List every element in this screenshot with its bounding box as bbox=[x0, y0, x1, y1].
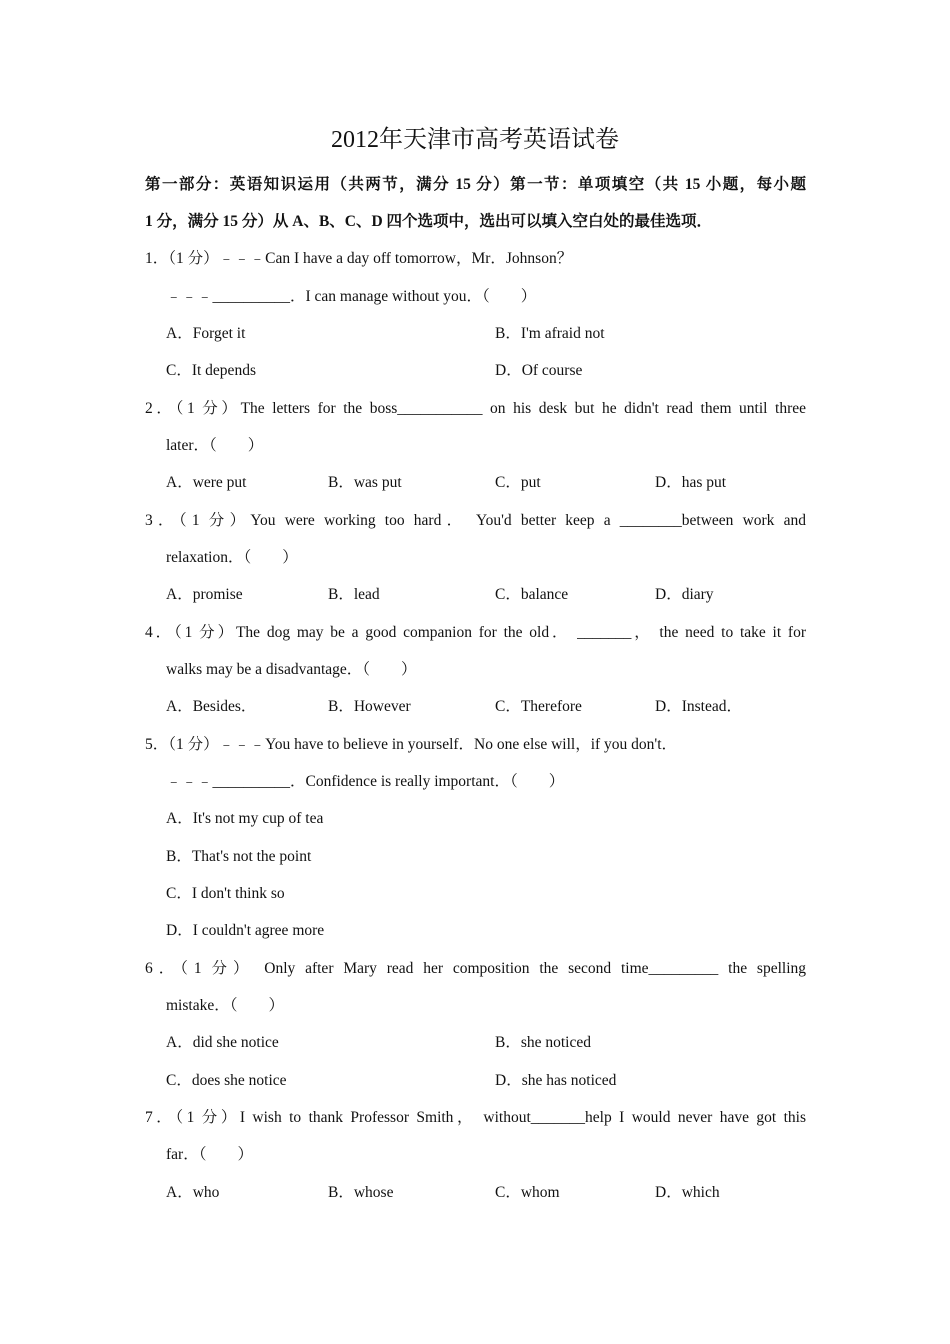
question-stem: far．（ ） bbox=[166, 1146, 253, 1163]
section-intro-line-1: 第一部分：英语知识运用（共两节，满分 15 分）第一节：单项填空（共 15 小题，每小题 bbox=[145, 176, 806, 193]
option-a: A．promise bbox=[166, 586, 243, 603]
option-d: D．I couldn't agree more bbox=[166, 922, 325, 939]
question-stem: 5．（1 分）﹣﹣﹣You have to believe in yourself．No one else will，if you don't． bbox=[145, 736, 678, 753]
option-d: D．which bbox=[655, 1184, 720, 1201]
option-b: B．she noticed bbox=[495, 1034, 591, 1051]
option-c: C．put bbox=[495, 474, 541, 491]
question-stem: 2．（1 分）The letters for the boss___________ on his desk but he didn't read them until three bbox=[145, 400, 806, 417]
section-intro-line-2: 1 分，满分 15 分）从 A、B、C、D 四个选项中，选出可以填入空白处的最佳选项． bbox=[145, 213, 713, 230]
option-c: C．balance bbox=[495, 586, 569, 603]
page-title: 2012年天津市高考英语试卷 bbox=[331, 127, 619, 153]
option-c: C．whom bbox=[495, 1184, 560, 1201]
question-stem: 6．（1 分） Only after Mary read her composition the second time_________ the spelling bbox=[145, 960, 806, 977]
question-stem: 3．（1 分）You were working too hard． You'd better keep a ________between work and bbox=[145, 512, 806, 529]
option-c: C．It depends bbox=[166, 362, 256, 379]
option-c: C．does she notice bbox=[166, 1072, 287, 1089]
option-d: D．Of course bbox=[495, 362, 583, 379]
option-d: D．Instead． bbox=[655, 698, 742, 715]
option-d: D．has put bbox=[655, 474, 727, 491]
question-stem: relaxation．（ ） bbox=[166, 549, 298, 566]
option-c: C．I don't think so bbox=[166, 885, 285, 902]
option-b: B．whose bbox=[328, 1184, 394, 1201]
option-a: A．did she notice bbox=[166, 1034, 279, 1051]
option-a: A．were put bbox=[166, 474, 247, 491]
question-stem: 1．（1 分）﹣﹣﹣Can I have a day off tomorrow，Mr．Johnson？ bbox=[145, 250, 573, 267]
option-a: A．Besides． bbox=[166, 698, 257, 715]
option-d: D．she has noticed bbox=[495, 1072, 617, 1089]
option-b: B．However bbox=[328, 698, 411, 715]
question-stem: 7．（1 分）I wish to thank Professor Smith， without_______help I would never have got this bbox=[145, 1109, 806, 1126]
option-a: A．Forget it bbox=[166, 325, 246, 342]
option-b: B．lead bbox=[328, 586, 380, 603]
question-stem: mistake．（ ） bbox=[166, 997, 284, 1014]
option-a: A．who bbox=[166, 1184, 220, 1201]
option-b: B．was put bbox=[328, 474, 402, 491]
option-d: D．diary bbox=[655, 586, 714, 603]
question-stem: walks may be a disadvantage．（ ） bbox=[166, 661, 417, 678]
option-c: C．Therefore bbox=[495, 698, 582, 715]
question-stem: ﹣﹣﹣__________．Confidence is really important．（ ） bbox=[166, 773, 565, 790]
option-b: B．I'm afraid not bbox=[495, 325, 605, 342]
option-a: A．It's not my cup of tea bbox=[166, 810, 324, 827]
option-b: B．That's not the point bbox=[166, 848, 312, 865]
question-stem: 4．（1 分）The dog may be a good companion for the old． _______， the need to take it for bbox=[145, 624, 806, 641]
question-stem: later．（ ） bbox=[166, 437, 264, 454]
question-stem: ﹣﹣﹣__________．I can manage without you．（ ） bbox=[166, 288, 537, 305]
